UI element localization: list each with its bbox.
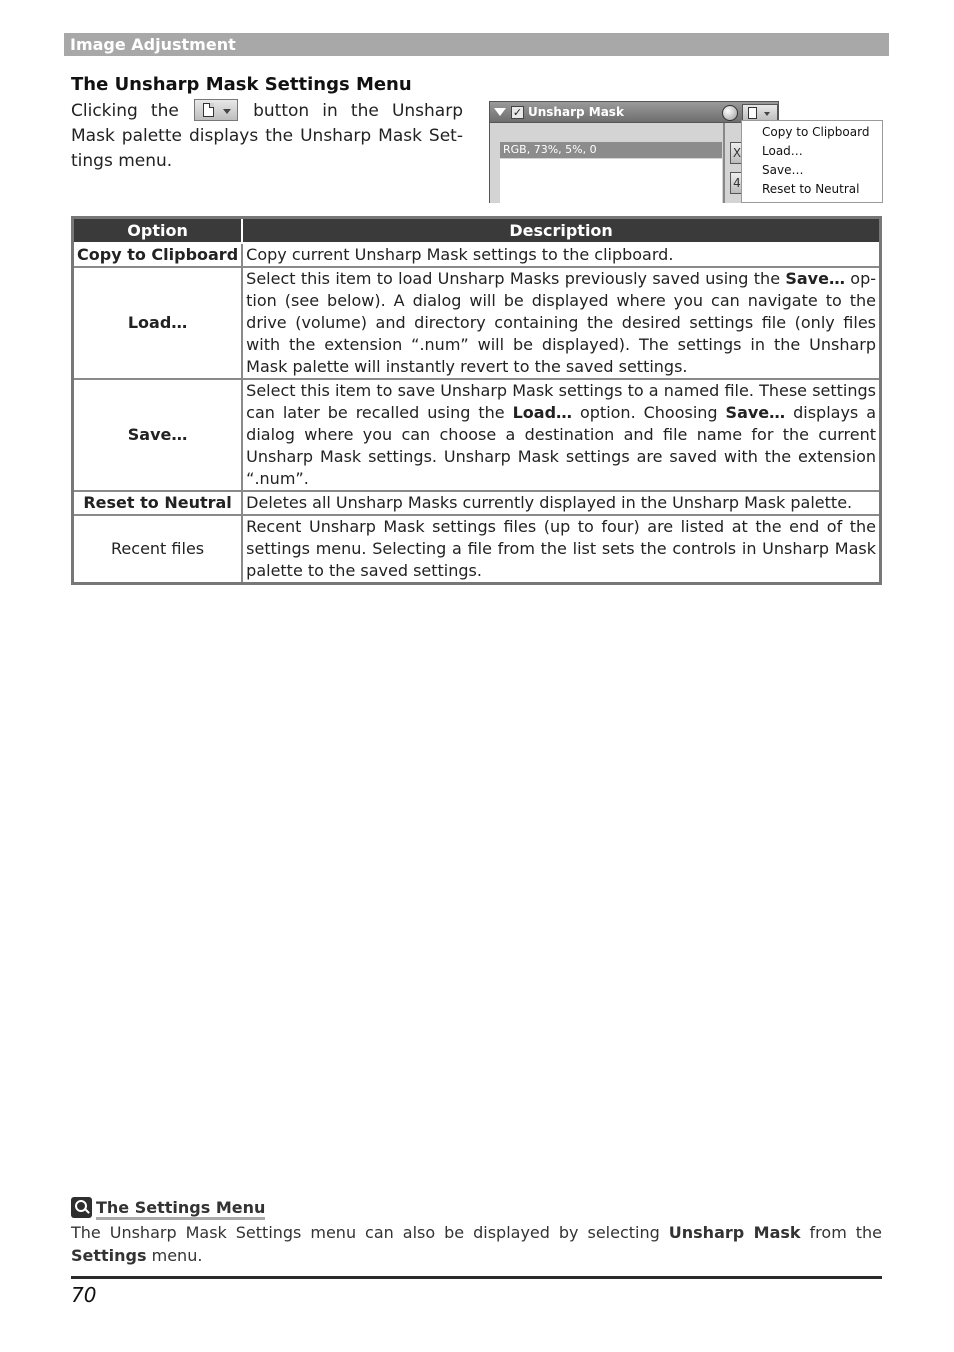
table-row [73, 267, 881, 379]
table-row [73, 243, 881, 267]
palette-title: Unsharp Mask [528, 105, 624, 119]
description-text: Recent Unsharp Mask settings files (up to four) are listed at the end of the settings menu. Selecting a file from the list sets the controls in Unsharp Mask palette to the saved settings. [246, 517, 876, 580]
enable-checkbox: ✓ [512, 106, 523, 119]
options-table [71, 216, 882, 585]
palette-body [489, 123, 779, 203]
add-mask-button: 4 [730, 172, 744, 194]
option-cell: Reset to Neutral [73, 491, 243, 515]
option-cell: Copy to Clipboard [73, 243, 243, 267]
note-body [71, 1221, 882, 1267]
page-heading: The Unsharp Mask Settings Menu [71, 74, 412, 95]
document-dropdown-icon [194, 99, 238, 121]
section-header: Image Adjustment [64, 33, 889, 56]
description-cell [242, 491, 880, 515]
description-cell [242, 515, 880, 584]
unsharp-mask-palette-screenshot [489, 101, 883, 203]
description-text: displays a dialog where you can choose a destination and file name for the current Unsharp Mask settings. Unsharp Mask settings are saved with the extension “.num”. [246, 403, 877, 488]
page-number: 70 [71, 1283, 97, 1307]
option-cell: Recent files [73, 515, 243, 584]
delete-mask-button: X [730, 142, 744, 164]
settings-dropdown-menu [741, 120, 883, 203]
note-text: menu. [146, 1246, 203, 1265]
intro-text-after: button in the Unsharp Mask palette displays the Unsharp Mask Set-tings menu. [71, 101, 464, 171]
description-bold: Save… [725, 403, 786, 422]
option-cell: Save… [73, 379, 243, 491]
note-text: from the [800, 1223, 883, 1242]
collapse-triangle-icon [494, 108, 506, 116]
mask-list-selected-row: RGB, 73%, 5%, 0 [500, 142, 722, 158]
table-row [73, 379, 881, 491]
description-text: Select this item to save Unsharp Mask settings to a named file. These settings can later be recalled using the [246, 381, 876, 422]
description-bold: Save… [785, 269, 845, 288]
footer-rule [71, 1276, 882, 1279]
menu-item-copy-to-clipboard: Copy to Clipboard [762, 125, 870, 139]
menu-item-load: Load… [762, 144, 803, 158]
reset-circle-icon [722, 105, 738, 121]
description-cell [242, 267, 880, 379]
note-heading [71, 1197, 265, 1218]
description-text: Copy current Unsharp Mask settings to the clipboard. [246, 245, 674, 264]
column-header-description: Description [242, 218, 880, 244]
description-text: Select this item to load Unsharp Masks previously saved using the [246, 269, 786, 288]
description-text: op-tion (see below). A dialog will be displayed where you can navigate to the drive (volume) and directory containing the desired settings file (only files with the extension “.num” will be displayed). The settings in the Unsharp Mask palette will instantly revert to the saved settings. [246, 269, 876, 376]
description-text: option. Choosing [572, 403, 726, 422]
menu-item-save: Save… [762, 163, 804, 177]
mask-list [500, 159, 722, 203]
palette-title-bar [489, 101, 779, 123]
note-title: The Settings Menu [96, 1198, 265, 1220]
description-cell [242, 243, 880, 267]
intro-paragraph [71, 99, 463, 174]
note-text: The Unsharp Mask Settings menu can also be displayed by selecting [71, 1223, 669, 1242]
magnifier-note-icon [71, 1197, 92, 1218]
table-row [73, 491, 881, 515]
option-cell: Load… [73, 267, 243, 379]
column-header-option: Option [73, 218, 243, 244]
note-bold: Settings [71, 1246, 147, 1265]
description-text: Deletes all Unsharp Masks currently displayed in the Unsharp Mask palette. [246, 493, 853, 512]
menu-item-reset-to-neutral: Reset to Neutral [762, 182, 860, 196]
table-row [73, 515, 881, 584]
description-bold: Load… [512, 403, 573, 422]
description-cell [242, 379, 880, 491]
palette-divider [723, 123, 725, 203]
note-bold: Unsharp Mask [668, 1223, 801, 1242]
intro-text-before: Clicking the [71, 101, 179, 121]
